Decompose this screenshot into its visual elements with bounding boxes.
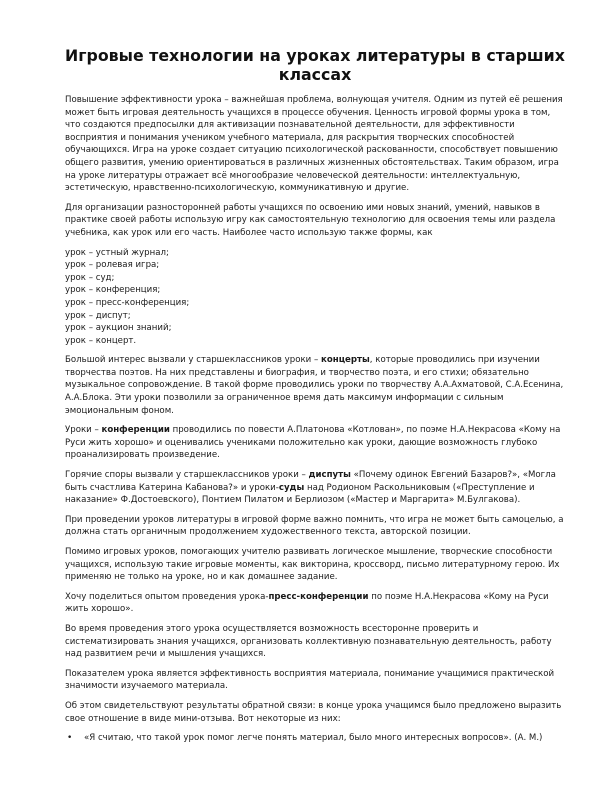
feedback-intro-paragraph: Об этом свидетельствуют результаты обратной связи: в конце урока учащимся было предложено выразить свое отношение в виде мини-отзыва. Вот некоторые из них: xyxy=(65,700,562,724)
press-conference-term: пресс-конференции xyxy=(268,591,369,602)
list-item: урок – конференция; xyxy=(65,285,161,296)
list-item: урок – устный журнал; xyxy=(65,247,169,258)
list-item: урок – концерт. xyxy=(65,335,137,346)
feedback-item: • «Я считаю, что такой урок помог легче понять материал, было много интересных вопросов». (А. М.) xyxy=(67,733,543,744)
effectiveness-paragraph: Показателем урока является эффективность восприятия материала, понимание учащимися практической значимости изучаемого материала. xyxy=(65,668,555,692)
conferences-term: конференции xyxy=(101,425,170,436)
courts-term: суды xyxy=(278,482,305,493)
lesson-goals-paragraph: Во время проведения этого урока осуществляется возможность всесторонне проверить и систематизировать знания учащихся, организовать коллективную познавательную деятельность, работу над развитием речи и мышления учащихся. xyxy=(65,623,552,660)
list-item: урок – аукцион знаний; xyxy=(65,323,172,334)
conferences-paragraph: Уроки – конференции проводились по повести А.Платонова «Котлован», по поэме Н.А.Некрасова «Кому на Руси жить хорошо» и оценивались учениками положительно как уроки, дающие возможность глубоко проанализировать произведение. xyxy=(65,425,561,461)
game-moments-paragraph: Помимо игровых уроков, помогающих учителю развивать логическое мышление, творческие способности учащихся, использую такие игровые моменты, как викторина, кроссворд, письмо литературному герою. Их применяю не только на уроке, но и как домашнее задание. xyxy=(65,547,560,583)
list-item: урок – суд; xyxy=(65,272,115,283)
concerts-paragraph: Большой интерес вызвали у старшеклассников уроки – концерты, которые проводились при изучении творчества поэтов. На них представлены и биография, и творчество поэта, и его стихи; обязательно музыкальное сопровождение. В такой форме проводились уроки по творчеству А.А.Ахматовой, С.А.Есенина, А.А.Блока. Эти уроки позволили за ограниченное время дать максимум информации с сильным эмоциональным фоном. xyxy=(65,355,564,416)
document-title: Игровые технологии на уроках литературы в старших классах xyxy=(65,46,565,84)
list-item: урок – диспут; xyxy=(65,310,131,321)
game-form-paragraph: При проведении уроков литературы в игровой форме важно помнить, что игра не может быть самоцелью, а должна стать органичным продолжением художественного текста, авторской позиции. xyxy=(65,514,564,538)
disputes-paragraph: Горячие споры вызвали у старшеклассников уроки – диспуты «Почему одинок Евгений Базаров?», «Могла быть счастлива Катерина Кабанова?» и уроки-суды над Родионом Раскольниковым («Преступление и наказание» Ф.Достоевского), Понтием Пилатом и Берлиозом («Мастер и Маргарита» М.Булгакова). xyxy=(65,470,556,506)
press-conference-paragraph: Хочу поделиться опытом проведения урока-пресс-конференции по поэме Н.А.Некрасова «Кому на Руси жить хорошо». xyxy=(65,591,549,615)
lesson-forms-list xyxy=(65,247,565,348)
list-item: урок – ролевая игра; xyxy=(65,260,160,271)
disputes-term: диспуты xyxy=(308,470,351,481)
intro-paragraph: Повышение эффективности урока – важнейшая проблема, волнующая учителя. Одним из путей её решения может быть игровая деятельность учащихся в процессе обучения. Ценность игровой формы урока в том, что создаются предпосылки для активизации познавательной деятельности, для эффективности восприятия и понимания учеником учебного материала, для раскрытия творческих способностей обучающихся. Игра на уроке создает ситуацию психологической раскованности, способствует повышению общего развития, умению ориентироваться в различных жизненных обстоятельствах. Таким образом, игра на уроке литературы отражает всё многообразие человеческой деятельности: интеллектуальную, эстетическую, нравственно-психологическую, коммуникативную и другие. xyxy=(65,95,563,194)
feedback-list xyxy=(65,732,565,745)
list-item: урок – пресс-конференция; xyxy=(65,297,190,308)
organization-paragraph: Для организации разносторонней работы учащихся по освоению ими новых знаний, умений, навыков в практике своей работы использую игру как самостоятельную технологию для освоения темы или раздела учебника, как урок или его часть. Наиболее часто использую также формы, как xyxy=(65,202,556,238)
bullet-icon: • xyxy=(67,733,73,744)
concerts-term: концерты xyxy=(321,355,370,366)
